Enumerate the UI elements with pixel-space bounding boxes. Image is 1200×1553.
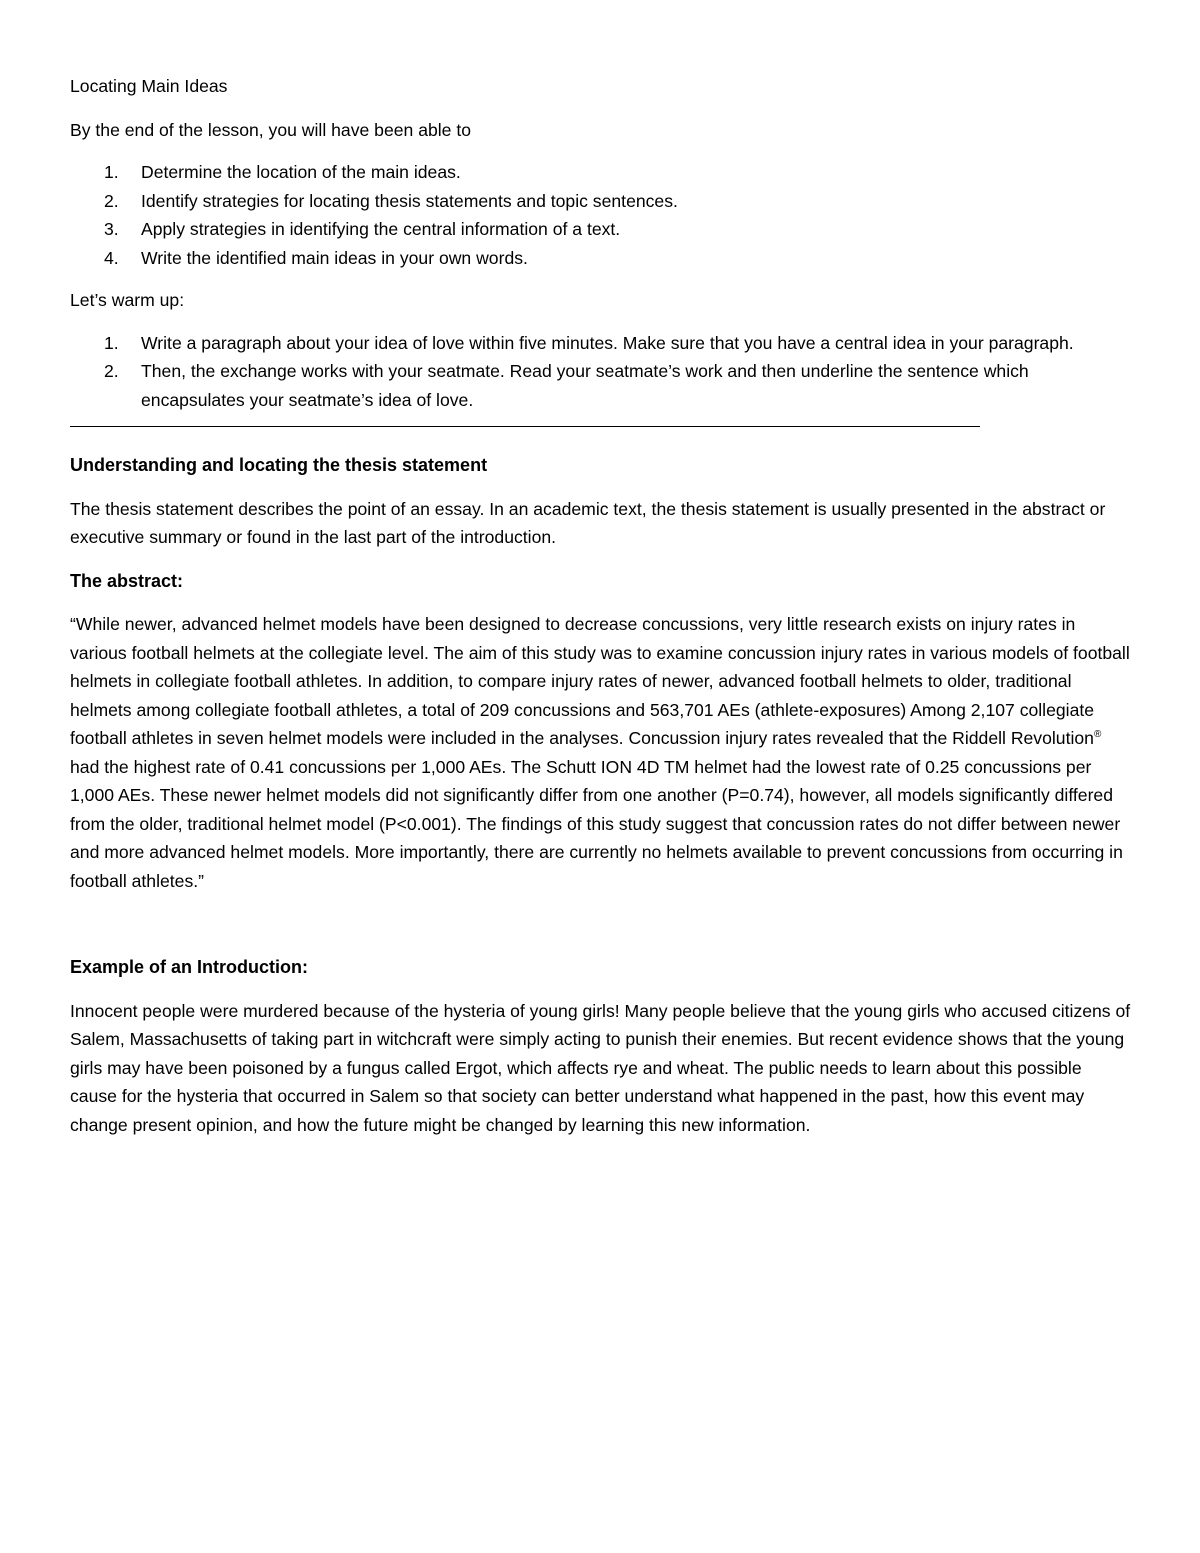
list-item <box>70 329 1132 358</box>
list-item-text: Write a paragraph about your idea of love within five minutes. Make sure that you have a central idea in your paragraph. <box>141 332 1074 353</box>
warmup-label: Let’s warm up: <box>70 290 185 310</box>
list-item <box>70 187 1132 216</box>
list-number: 1. <box>104 162 119 182</box>
introduction-heading: Example of an Introduction: <box>70 957 309 977</box>
introduction-paragraph: Innocent people were murdered because of the hysteria of young girls! Many people believe that the young girls who accused citizens of Salem, Massachusetts of taking part in witchcraft were simply acting to punish their enemies. But recent evidence shows that the young girls may have been poisoned by a fungus called Ergot, which affects rye and wheat. The public needs to learn about this possible cause for the hysteria that occurred in Salem so that society can better understand what happened in the past, how this event may change present opinion, and how the future might be changed by learning this new information. <box>70 1000 1131 1135</box>
abstract-text-part2: had the highest rate of 0.41 concussions per 1,000 AEs. The Schutt ION 4D TM helmet had the lowest rate of 0.25 concussions per 1,000 AEs. These newer helmet models did not significantly differ from one another (P=0.74), however, all models significantly differed from the older, traditional helmet model (P<0.001). The findings of this study suggest that concussion rates do not differ between newer and more advanced helmet models. More importantly, there are currently no helmets available to prevent concussions from occurring in football athletes.” <box>70 756 1123 891</box>
list-item-text: Then, the exchange works with your seatmate. Read your seatmate’s work and then underline the sentence which encapsulates your seatmate’s idea of love. <box>141 361 1029 410</box>
objectives-list <box>70 158 1132 272</box>
thesis-heading: Understanding and locating the thesis statement <box>70 455 488 475</box>
list-number: 2. <box>104 190 119 211</box>
list-item <box>70 215 1132 244</box>
list-number: 4. <box>104 247 119 268</box>
list-number: 3. <box>104 219 119 239</box>
registered-mark: ® <box>1093 729 1102 741</box>
abstract-heading: The abstract: <box>70 570 184 591</box>
list-item-text: Write the identified main ideas in your own words. <box>141 247 528 268</box>
document-title: Locating Main Ideas <box>70 76 228 96</box>
list-item-text: Identify strategies for locating thesis statements and topic sentences. <box>141 190 678 211</box>
warmup-list <box>70 329 1132 415</box>
document-page <box>70 72 1132 1139</box>
list-item <box>70 158 1132 187</box>
list-number: 1. <box>104 332 119 353</box>
lesson-intro: By the end of the lesson, you will have been able to <box>70 119 472 140</box>
thesis-paragraph: The thesis statement describes the point of an essay. In an academic text, the thesis statement is usually presented in the abstract or executive summary or found in the last part of the introduction. <box>70 498 1106 547</box>
list-item <box>70 244 1132 273</box>
horizontal-rule <box>70 426 980 427</box>
list-item-text: Determine the location of the main ideas. <box>141 162 461 182</box>
list-number: 2. <box>104 361 119 381</box>
list-item-text: Apply strategies in identifying the central information of a text. <box>141 219 621 239</box>
list-item <box>70 357 1132 414</box>
abstract-text-part1: “While newer, advanced helmet models have been designed to decrease concussions, very little research exists on injury rates in various football helmets at the collegiate level. The aim of this study was to examine concussion injury rates in various models of football helmets in collegiate football athletes. In addition, to compare injury rates of newer, advanced football helmets to older, traditional helmets among collegiate football athletes, a total of 209 concussions and 563,701 AEs (athlete-exposures) Among 2,107 collegiate football athletes in seven helmet models were included in the analyses. Concussion injury rates revealed that the Riddell Revolution <box>70 614 1130 748</box>
abstract-paragraph <box>70 610 1132 895</box>
